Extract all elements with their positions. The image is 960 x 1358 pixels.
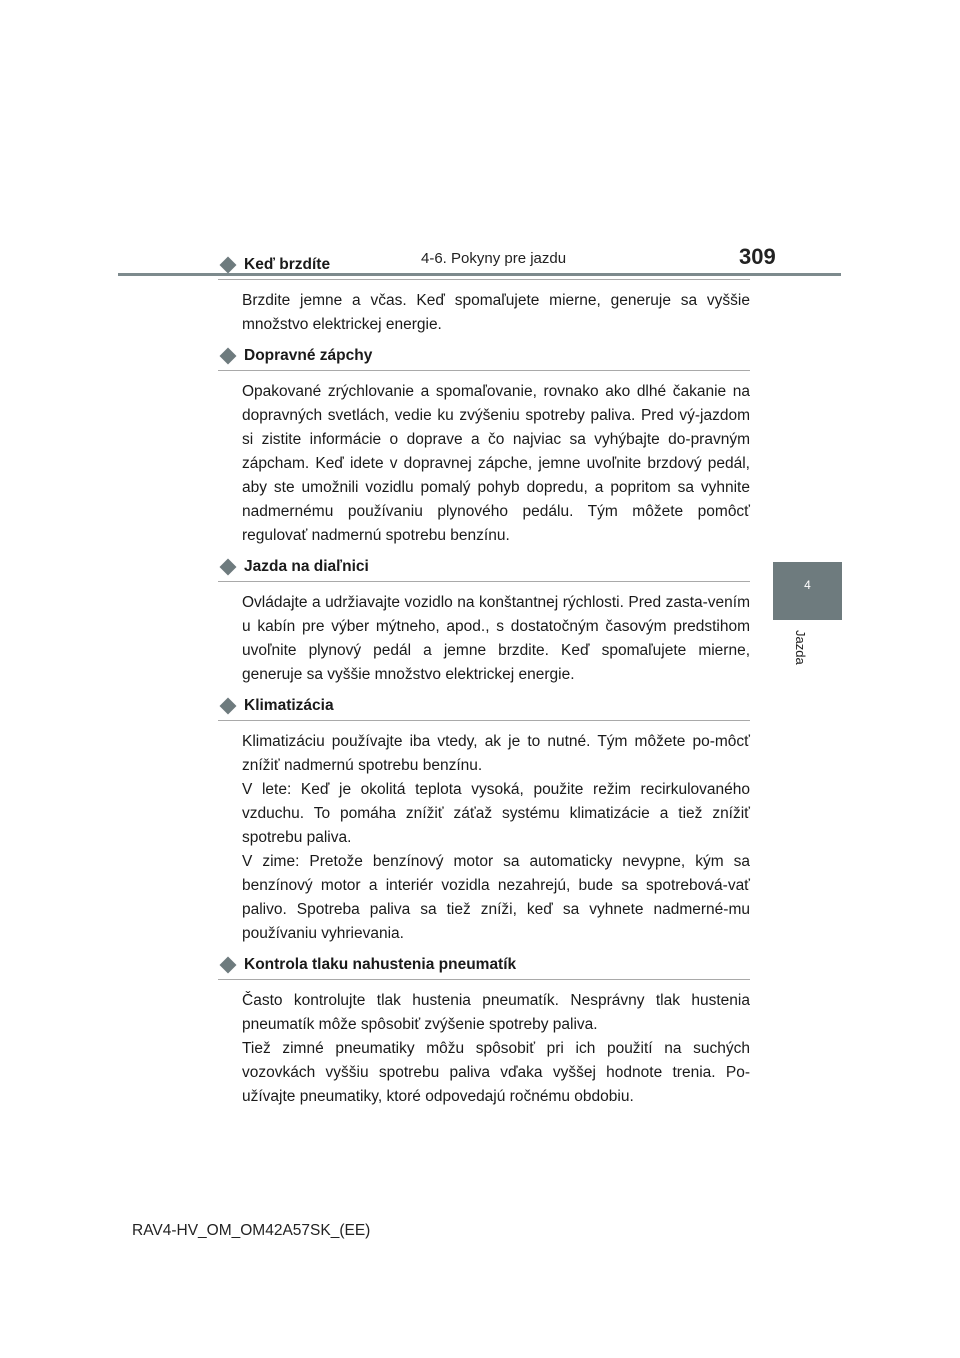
section-title: Jazda na diaľnici — [244, 558, 369, 575]
section-title: Keď brzdíte — [244, 256, 331, 273]
paragraph: V zime: Pretože benzínový motor sa automaticky nevypne, kým sa benzínový motor a interiér vozidla nezahrejú, bude sa spotrebová-vať palivo. Spotreba paliva sa tiež zníži, keď sa vyhnete nadmerné-mu používaniu vyhrievania. — [242, 853, 750, 942]
section-braking — [218, 256, 750, 337]
diamond-bullet-icon — [220, 559, 237, 576]
section-heading — [218, 256, 750, 280]
diamond-bullet-icon — [220, 698, 237, 715]
header-section-title: 4-6. Pokyny pre jazdu — [421, 250, 567, 267]
section-heading — [218, 956, 750, 980]
section-highway — [218, 558, 750, 687]
paragraph: Klimatizáciu používajte iba vtedy, ak je to nutné. Tým môžete po-môcť znížiť nadmernú spotrebu benzínu. — [242, 733, 750, 774]
diamond-bullet-icon — [220, 957, 237, 974]
section-heading — [218, 558, 750, 582]
section-title: Dopravné zápchy — [244, 347, 373, 364]
page-number: 309 — [739, 244, 776, 269]
page-content — [218, 256, 750, 1119]
section-air-conditioning — [218, 697, 750, 946]
section-title: Kontrola tlaku nahustenia pneumatík — [244, 956, 517, 973]
document-code: RAV4-HV_OM_OM42A57SK_(EE) — [132, 1222, 371, 1239]
section-tire-pressure — [218, 956, 750, 1109]
diamond-bullet-icon — [220, 348, 237, 365]
section-heading — [218, 347, 750, 371]
chapter-tab — [773, 562, 842, 620]
paragraph: Tiež zimné pneumatiky môžu spôsobiť pri ich použití na suchých vozovkách vyššiu spotrebu paliva vďaka vyššej hodnote trenia. Po-užívajte pneumatiky, ktoré odpovedajú ročnému obdobiu. — [242, 1040, 750, 1105]
paragraph: Ovládajte a udržiavajte vozidlo na konštantnej rýchlosti. Pred zasta-vením u kabín pre výber mýtneho, apod., s dostatočným časovým predstihom uvoľnite plynový pedál a jemne brzdite. Keď spomaľujete mierne, generuje sa vyššie množstvo elektrickej energie. — [242, 594, 750, 683]
paragraph: V lete: Keď je okolitá teplota vysoká, použite režim recirkulovaného vzduchu. To pomáha znížiť záťaž systému klimatizácie a tiež znížiť spotrebu paliva. — [242, 781, 750, 846]
section-title: Klimatizácia — [244, 697, 334, 714]
section-heading — [218, 697, 750, 721]
paragraph: Brzdite jemne a včas. Keď spomaľujete mierne, generuje sa vyššie množstvo elektrickej energie. — [242, 292, 750, 333]
paragraph: Opakované zrýchlovanie a spomaľovanie, rovnako ako dlhé čakanie na dopravných svetlách, vedie ku zvýšeniu spotreby paliva. Pred vý-jazdom si zistite informácie o doprave a čo najviac sa vyhýbajte do-pravným zápcham. Keď idete v dopravnej zápche, jemne uvoľnite brzdový pedál, aby ste umožnili vozidlu pomalý pohyb dopredu, a popritom sa vyhnite nadmernému používaniu plynového pedálu. Tým môžete pomôcť regulovať nadmernú spotrebu benzínu. — [242, 383, 750, 544]
paragraph: Často kontrolujte tlak hustenia pneumatík. Nesprávny tlak hustenia pneumatík môže spôsobiť zvýšenie spotreby paliva. — [242, 992, 750, 1033]
chapter-number: 4 — [804, 578, 811, 592]
diamond-bullet-icon — [220, 257, 237, 274]
section-traffic-jams — [218, 347, 750, 548]
chapter-label: Jazda — [793, 630, 808, 665]
